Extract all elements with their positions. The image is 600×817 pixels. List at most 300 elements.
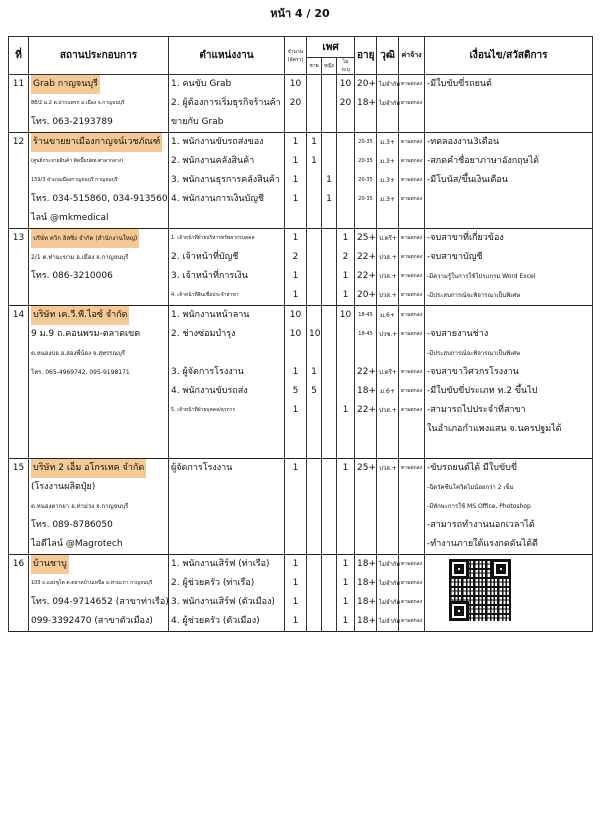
age-value — [357, 535, 374, 554]
education-value: ไม่จำกัด — [379, 81, 401, 88]
male-count — [309, 94, 319, 113]
education-value: ม.6+ — [380, 388, 395, 395]
female-count — [324, 94, 334, 113]
female-count: 1 — [326, 175, 332, 185]
female-count — [324, 286, 334, 305]
male-count: 1 — [311, 156, 317, 166]
female-count — [324, 516, 334, 535]
count-value — [287, 497, 304, 516]
spacer — [339, 439, 352, 458]
female-count: 1 — [326, 194, 332, 204]
count-value-cell — [285, 306, 307, 459]
age-value: 20+ — [357, 79, 377, 89]
count-value-cell — [285, 555, 307, 632]
age-value: 18+ — [357, 386, 377, 396]
female-count — [324, 401, 334, 420]
company-cell — [29, 306, 169, 459]
company-line — [31, 113, 166, 132]
female-count — [324, 535, 334, 554]
company-detail: โทร. 034-515860, 034-913560 — [31, 194, 168, 204]
company-cell — [29, 75, 169, 133]
female-count — [324, 612, 334, 631]
age-value: 18+ — [357, 578, 377, 588]
education-value-cell — [377, 229, 399, 306]
wage-value: ตามตกลง — [401, 388, 423, 394]
education-value-cell — [377, 306, 399, 459]
male-count — [309, 306, 319, 325]
female-count — [324, 248, 334, 267]
company-detail: 2/1 ต.ท่ามะขาม อ.เมือง จ.กาญจนบุรี — [31, 254, 129, 261]
position-title: ผู้จัดการโรงงาน — [171, 463, 233, 473]
company-line — [31, 75, 166, 94]
wage-value — [401, 209, 422, 228]
count-value: 5 — [292, 386, 299, 396]
company-line — [31, 229, 166, 248]
company-name: Grab กาญจนบุรี — [31, 75, 100, 94]
wage-value: ตามตกลง — [401, 177, 423, 183]
company-name: บริษัท เค.วี.พี.ไอซ์ จำกัด — [31, 306, 129, 325]
count-value-cell — [285, 229, 307, 306]
age-value-cell — [355, 75, 377, 133]
header-wage: ค่าจ้าง — [399, 37, 425, 75]
spacer — [401, 439, 422, 458]
female-count — [324, 478, 334, 497]
conditions-cell — [425, 229, 593, 306]
conditions-cell — [425, 459, 593, 555]
unspecified-count: 2 — [342, 252, 349, 262]
male-count: 5 — [311, 386, 317, 396]
education-value-cell — [377, 75, 399, 133]
condition-item — [427, 190, 590, 209]
age-value: 18+ — [357, 559, 377, 569]
wage-value: ตามตกลง — [401, 235, 423, 241]
company-line — [31, 516, 166, 535]
female-count — [324, 152, 334, 171]
education-value: ปวส.+ — [379, 465, 397, 472]
company-line — [31, 478, 166, 497]
company-line — [31, 94, 166, 113]
company-name: บริษัท 2 เอ็ม อโกรเทค จำกัด — [31, 459, 146, 478]
count-value — [287, 209, 304, 228]
conditions-cell — [425, 133, 593, 229]
header-age: อายุ — [355, 37, 377, 75]
education-value — [379, 535, 396, 554]
row-number-cell — [9, 459, 29, 555]
male-count — [309, 248, 319, 267]
female-count-cell — [322, 133, 337, 229]
male-count — [309, 344, 319, 363]
unspecified-count — [339, 190, 352, 209]
company-name: ร้านขายยาเมืองกาญจน์เวชภัณฑ์ — [31, 133, 162, 152]
male-count — [309, 190, 319, 209]
position-cell — [169, 459, 285, 555]
company-line — [31, 382, 166, 401]
female-count-cell — [322, 306, 337, 459]
count-value: 1 — [292, 597, 299, 607]
position-title: 2. พนักงานคลังสินค้า — [171, 156, 255, 166]
count-value: 1 — [292, 137, 299, 147]
header-conditions: เงื่อนไข/สวัสดิการ — [425, 37, 593, 75]
position-title: 5. เจ้าหน้าที่ฝ่ายบุคคล/ธุรการ — [171, 407, 236, 413]
female-count — [324, 229, 334, 248]
age-value — [357, 209, 374, 228]
spacer — [171, 439, 282, 458]
unspecified-count: 1 — [342, 578, 349, 588]
spacer — [379, 439, 396, 458]
male-count-cell — [307, 75, 322, 133]
position-title: 1. เจ้าหน้าที่ฝ่ายบริหารทรัพยากรบุคคล — [171, 235, 255, 241]
table-row — [9, 555, 593, 632]
count-value: 1 — [292, 233, 299, 243]
age-value: 18-45 — [358, 312, 373, 318]
male-count — [309, 459, 319, 478]
male-count — [309, 286, 319, 305]
company-cell — [29, 459, 169, 555]
education-value: ไม่จำกัด — [379, 561, 401, 568]
condition-item: -มีใบขับขี่รถยนต์ — [427, 79, 492, 89]
age-value-cell — [355, 459, 377, 555]
unspecified-count — [339, 478, 352, 497]
education-value: ปวส.+ — [379, 254, 397, 261]
age-value — [357, 344, 374, 363]
company-detail: 099-3392470 (สาขาตัวเมือง) — [31, 616, 153, 626]
education-value: ม.3+ — [380, 139, 395, 146]
company-cell — [29, 555, 169, 632]
female-count-cell — [322, 555, 337, 632]
female-count — [324, 459, 334, 478]
company-name: บริษัท ควิก ลิสซิ่ง จำกัด (สำนักงานใหญ่) — [31, 229, 139, 248]
male-count-cell — [307, 229, 322, 306]
male-count — [309, 612, 319, 631]
page-number: หน้า 4 / 20 — [270, 7, 330, 20]
male-count — [309, 497, 319, 516]
condition-item: -มีความรู้ในการใช้โปรแกรม Word Excel — [427, 273, 536, 280]
condition-item: -มีประสบการณ์จะพิจารณาเป็นพิเศษ — [427, 292, 521, 299]
condition-item: ในอำเภอกำแพงแสน จ.นครปฐมได้ — [427, 424, 562, 434]
company-line — [31, 363, 166, 382]
company-detail: 9 ม.9 ถ.คอนพรม-ตลาดเขต — [31, 329, 141, 339]
row-number: 13 — [12, 233, 25, 243]
male-count — [309, 229, 319, 248]
company-detail: โทร. 086-3210006 — [31, 271, 113, 281]
education-value: ไม่จำกัด — [379, 618, 401, 625]
position-title — [171, 420, 282, 439]
unspecified-count — [339, 113, 352, 132]
company-line — [31, 190, 166, 209]
education-value: ม.3+ — [380, 158, 395, 165]
age-value: 22+ — [357, 252, 377, 262]
table-row — [9, 229, 593, 306]
unspecified-count-cell — [337, 133, 355, 229]
position-title — [171, 497, 282, 516]
male-count — [309, 267, 319, 286]
wage-value — [401, 497, 422, 516]
count-value-cell — [285, 75, 307, 133]
wage-value: ตามตกลง — [401, 254, 423, 260]
position-title — [171, 535, 282, 554]
condition-item: -จบสาขาวิศวกรโรงงาน — [427, 367, 519, 377]
header-female: หญิง — [322, 58, 337, 75]
age-value: 18-45 — [358, 331, 373, 337]
company-detail: โทร. 065-4969742, 095-9198171 — [31, 369, 130, 376]
company-line — [31, 612, 166, 631]
condition-item: -ขับรถยนต์ได้ มีใบขับขี่ — [427, 463, 517, 473]
spacer — [287, 439, 304, 458]
wage-value-cell — [399, 306, 425, 459]
unspecified-count — [339, 325, 352, 344]
condition-item: -จบสายงานช่าง — [427, 329, 489, 339]
position-title: 3. เจ้าหน้าที่การเงิน — [171, 271, 248, 281]
male-count — [309, 420, 319, 439]
age-value: 20-35 — [358, 158, 373, 164]
wage-value: ตามตกลง — [401, 599, 423, 605]
count-value: 1 — [292, 367, 299, 377]
count-value: 1 — [292, 156, 299, 166]
age-value: 22+ — [357, 367, 377, 377]
count-value-cell — [285, 459, 307, 555]
count-value: 20 — [289, 98, 302, 108]
conditions-cell — [425, 306, 593, 459]
conditions-cell — [425, 75, 593, 133]
count-value: 10 — [289, 310, 302, 320]
female-count — [324, 363, 334, 382]
count-value: 10 — [289, 329, 302, 339]
position-cell — [169, 133, 285, 229]
age-value-cell — [355, 306, 377, 459]
male-count — [309, 516, 319, 535]
wage-value — [401, 420, 422, 439]
table-row — [9, 459, 593, 555]
company-name: บ้านชาบู — [31, 555, 69, 574]
unspecified-count-cell — [337, 229, 355, 306]
female-count — [324, 344, 334, 363]
female-count — [324, 382, 334, 401]
education-value-cell — [377, 459, 399, 555]
education-value: ม.6+ — [380, 312, 395, 319]
company-detail: ต.หนองตากยา อ.ท่าม่วง จ.กาญจนบุรี — [31, 503, 129, 510]
company-detail: 103 ถ.แสงชูโต ต.ตลาดบ้านเหนือ อ.ท่ามะกา กาญจนบุรี — [31, 580, 153, 586]
count-value: 1 — [292, 405, 299, 415]
education-value: ไม่จำกัด — [379, 100, 401, 107]
female-count-cell — [322, 459, 337, 555]
position-cell — [169, 555, 285, 632]
unspecified-count — [339, 133, 352, 152]
count-value: 1 — [292, 616, 299, 626]
count-value: 1 — [292, 175, 299, 185]
row-number-cell — [9, 555, 29, 632]
male-count — [309, 574, 319, 593]
company-line — [31, 420, 166, 439]
condition-item: -มีใบขับขี่ประเภท ท.2 ขึ้นไป — [427, 386, 538, 396]
unspecified-count: 1 — [342, 559, 349, 569]
education-value-cell — [377, 555, 399, 632]
wage-value-cell — [399, 133, 425, 229]
row-number: 14 — [12, 310, 25, 320]
position-title — [171, 209, 282, 228]
count-value: 1 — [292, 271, 299, 281]
education-value: ป.ตรี+ — [379, 369, 397, 376]
wage-value: ตามตกลง — [401, 312, 423, 318]
wage-value: ตามตกลง — [401, 561, 423, 567]
table-row — [9, 133, 593, 229]
table-row — [9, 306, 593, 459]
male-count — [309, 209, 319, 228]
row-number-cell — [9, 75, 29, 133]
company-cell — [29, 133, 169, 229]
conditions-cell — [425, 555, 593, 632]
position-title: 3. พนักงานเสิร์ฟ (ตัวเมือง) — [171, 597, 275, 607]
header-position: ตำแหน่งงาน — [169, 37, 285, 75]
age-value — [357, 420, 374, 439]
count-value: 1 — [292, 463, 299, 473]
condition-item: -สามารถไปประจำที่สาขา — [427, 405, 526, 415]
age-value: 25+ — [357, 233, 377, 243]
position-title: 3. ผู้จัดการโรงงาน — [171, 367, 244, 377]
condition-item: -มีประสบการณ์จะพิจารณาเป็นพิเศษ — [427, 350, 521, 357]
wage-value — [401, 516, 422, 535]
count-value: 10 — [289, 79, 302, 89]
header-male: ชาย — [307, 58, 322, 75]
position-title — [171, 516, 282, 535]
male-count-cell — [307, 555, 322, 632]
condition-item: -มีทักษะการใช้ MS Office, Photoshop — [427, 503, 531, 510]
position-cell — [169, 229, 285, 306]
wage-value — [401, 478, 422, 497]
job-listing-table — [8, 36, 593, 632]
header-count-label: จำนวน — [287, 48, 304, 55]
education-value — [379, 113, 396, 132]
unspecified-count-cell — [337, 306, 355, 459]
age-value: 25+ — [357, 463, 377, 473]
unspecified-count: 1 — [342, 616, 349, 626]
company-line — [31, 286, 166, 305]
count-value — [287, 420, 304, 439]
education-value: ปวส.+ — [379, 292, 397, 299]
position-title: 2. ผู้ช่วยครัว (ท่าเรือ) — [171, 578, 255, 588]
table-row — [9, 75, 593, 133]
female-count — [324, 497, 334, 516]
company-line — [31, 306, 166, 325]
age-value-cell — [355, 133, 377, 229]
male-count-cell — [307, 306, 322, 459]
company-line — [31, 593, 169, 612]
education-value: ไม่จำกัด — [379, 580, 401, 587]
position-title: 2. ช่างซ่อมบำรุง — [171, 329, 236, 339]
age-value-cell — [355, 555, 377, 632]
company-detail: โทร. 089-8786050 — [31, 520, 113, 530]
table-body — [9, 75, 593, 632]
male-count-cell — [307, 459, 322, 555]
row-number: 11 — [12, 79, 25, 89]
company-detail: 88/2 ม.2 ต.ปากแพรก อ.เมือง จ.กาญจนบุรี — [31, 100, 125, 106]
count-value — [287, 113, 304, 132]
male-count: 1 — [311, 137, 317, 147]
position-title: 4. เจ้าหน้าที่สินเชื่อประจำสาขา — [171, 292, 239, 298]
qr-finder-pattern — [491, 559, 511, 579]
company-line — [31, 209, 166, 228]
header-unspecified: ไม่ระบุ — [337, 58, 355, 75]
position-title: 3. พนักงานธุรการคลังสินค้า — [171, 175, 280, 185]
position-title: 2. ผู้ต้องการเริ่มธุรกิจร้านค้า — [171, 98, 281, 108]
company-detail: ไลน์ @mkmedical — [31, 213, 109, 223]
count-value — [287, 535, 304, 554]
female-count — [324, 133, 334, 152]
company-detail: 159/3 อำเภอเมืองกาญจนบุรี กาญจนบุรี — [31, 177, 118, 183]
unspecified-count: 10 — [339, 79, 352, 89]
age-value: 20-35 — [358, 196, 373, 202]
unspecified-count — [339, 152, 352, 171]
age-value: 18+ — [357, 616, 377, 626]
count-value — [287, 344, 304, 363]
education-value: ปวส.+ — [379, 407, 397, 414]
wage-value: ตามตกลง — [401, 158, 423, 164]
condition-item: -ทำงานภายใต้แรงกดดันได้ดี — [427, 539, 538, 549]
age-value: 20-35 — [358, 139, 373, 145]
male-count-cell — [307, 133, 322, 229]
male-count: 1 — [311, 367, 317, 377]
company-line — [31, 325, 166, 344]
male-count — [309, 75, 319, 94]
unspecified-count: 1 — [342, 233, 349, 243]
education-value — [379, 497, 396, 516]
company-line — [31, 439, 166, 458]
wage-value: ตามตกลง — [401, 369, 423, 375]
age-value: 18+ — [357, 98, 377, 108]
row-number: 15 — [12, 463, 25, 473]
wage-value: ตามตกลง — [401, 465, 423, 471]
wage-value: ตามตกลง — [401, 273, 423, 279]
position-title: 4. พนักงานขับรถส่ง — [171, 386, 248, 396]
company-line — [31, 535, 166, 554]
age-value: 20-35 — [358, 177, 373, 183]
male-count — [309, 535, 319, 554]
company-detail: โทร. 094-9714652 (สาขาท่าเรือ) — [31, 597, 169, 607]
education-value: ม.3+ — [380, 177, 395, 184]
wage-value: ตามตกลง — [401, 100, 423, 106]
wage-value: ตามตกลง — [401, 618, 423, 624]
education-value: ไม่จำกัด — [379, 599, 401, 606]
header-company: สถานประกอบการ — [29, 37, 169, 75]
age-value — [357, 497, 374, 516]
spacer — [324, 439, 334, 458]
position-title: 1. คนขับ Grab — [171, 79, 232, 89]
count-value — [287, 516, 304, 535]
company-line — [31, 248, 166, 267]
education-value: ปวส.+ — [379, 273, 397, 280]
count-value — [287, 478, 304, 497]
spacer — [357, 439, 374, 458]
education-value-cell — [377, 133, 399, 229]
count-value-cell — [285, 133, 307, 229]
header-count-sub: (อัตรา) — [287, 56, 304, 63]
education-value: ม.3+ — [380, 196, 395, 203]
female-count — [324, 113, 334, 132]
qr-finder-pattern — [449, 601, 469, 621]
wage-value: ตามตกลง — [401, 407, 423, 413]
unspecified-count — [339, 171, 352, 190]
female-count — [324, 555, 334, 574]
count-value: 1 — [292, 559, 299, 569]
position-title: 1. พนักงานหน้าลาน — [171, 310, 250, 320]
education-value: ปวช.+ — [379, 331, 398, 338]
wage-value — [401, 535, 422, 554]
position-title: 2. เจ้าหน้าที่บัญชี — [171, 252, 239, 262]
female-count-cell — [322, 75, 337, 133]
age-value: 18+ — [357, 597, 377, 607]
position-title: ขายกับ Grab — [171, 117, 224, 127]
unspecified-count — [339, 420, 352, 439]
wage-value: ตามตกลง — [401, 331, 423, 337]
